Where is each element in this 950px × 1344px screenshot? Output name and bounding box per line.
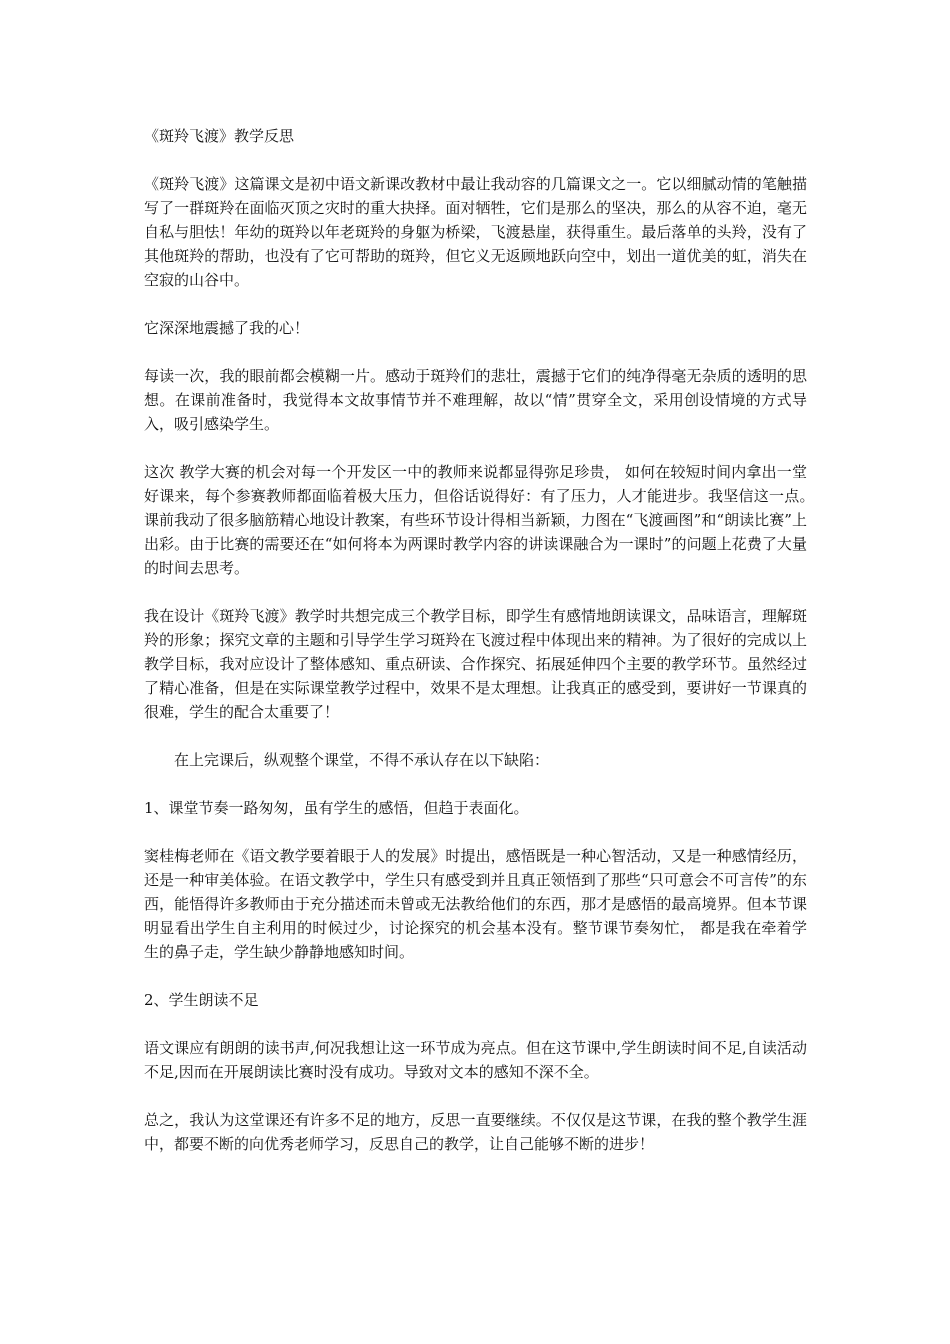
paragraph-teaching-goals: 我在设计《斑羚飞渡》教学时共想完成三个教学目标，即学生有感情地朗读课文，品味语言，理解斑羚的形象；探究文章的主题和引导学生学习斑羚在飞渡过程中体现出来的精神。为了很好的完成以上教学目标，我对应设计了整体感知、重点研读、合作探究、拓展延伸四个主要的教学环节。虽然经过了精心准备，但是在实际课堂教学过程中，效果不是太理想。让我真正的感受到，要讲好一节课真的很难，学生的配合太重要了！ [144, 607, 807, 721]
paragraph-reading-feeling: 每读一次，我的眼前都会模糊一片。感动于斑羚们的悲壮，震撼于它们的纯净得毫无杂质的透明的思想。在课前准备时，我觉得本文故事情节并不难理解，故以“情”贯穿全文，采用创设情境的方式导入，吸引感染学生。 [144, 367, 807, 433]
paragraph-shock: 它深深地震撼了我的心！ [144, 319, 310, 337]
paragraph-conclusion: 总之，我认为这堂课还有许多不足的地方，反思一直要继续。不仅仅是这节课，在我的整个教学生涯中，都要不断的向优秀老师学习，反思自己的教学，让自己能够不断的进步！ [144, 1111, 807, 1153]
paragraph-defect-2-detail: 语文课应有朗朗的读书声,何况我想让这一环节成为亮点。但在这节课中,学生朗读时间不足,自读活动不足,因而在开展朗读比赛时没有成功。导致对文本的感知不深不全。 [144, 1039, 807, 1081]
paragraph-defect-1-heading: 1、课堂节奏一路匆匆，虽有学生的感悟，但趋于表面化。 [144, 799, 529, 817]
document-title: 《斑羚飞渡》教学反思 [144, 127, 295, 145]
document-page [144, 124, 827, 1180]
paragraph-defects-intro: 在上完课后，纵观整个课堂，不得不承认存在以下缺陷： [174, 751, 550, 769]
paragraph-defect-2-heading: 2、学生朗读不足 [144, 991, 259, 1009]
paragraph-contest: 这次 教学大赛的机会对每一个开发区一中的教师来说都显得弥足珍贵， 如何在较短时间内拿出一堂好课来，每个参赛教师都面临着极大压力，但俗话说得好：有了压力，人才能进步。我坚信这一点。 课前我动了很多脑筋精心地设计教案，有些环节设计得相当新颖，力图在“飞渡画图”和“朗读比赛”上出彩。由于比赛的需要还在“如何将本为两课时教学内容的讲读课融合为一课时”的问题上花费了大量的时间去思考。 [144, 463, 827, 577]
paragraph-defect-1-detail: 窦桂梅老师在《语文教学要着眼于人的发展》时提出，感悟既是一种心智活动，又是一种感情经历，还是一种审美体验。在语文教学中，学生只有感受到并且真正领悟到了那些“只可意会不可言传”的东西，能悟得许多教师由于充分描述而未曾或无法教给他们的东西，那才是感悟的最高境界。但本节课明显看出学生自主利用的时候过少，讨论探究的机会基本没有。整节课节奏匆忙， 都是我在牵着学生的鼻子走，学生缺少静静地感知时间。 [144, 847, 807, 961]
paragraph-intro: 《斑羚飞渡》这篇课文是初中语文新课改教材中最让我动容的几篇课文之一。它以细腻动情的笔触描写了一群斑羚在面临灭顶之灾时的重大抉择。面对牺牲，它们是那么的坚决，那么的从容不迫，毫无自私与胆怯！年幼的斑羚以年老斑羚的身躯为桥梁，飞渡悬崖，获得重生。最后落单的头羚，没有了其他斑羚的帮助，也没有了它可帮助的斑羚，但它义无返顾地跃向空中，划出一道优美的虹，消失在空寂的山谷中。 [144, 175, 807, 289]
